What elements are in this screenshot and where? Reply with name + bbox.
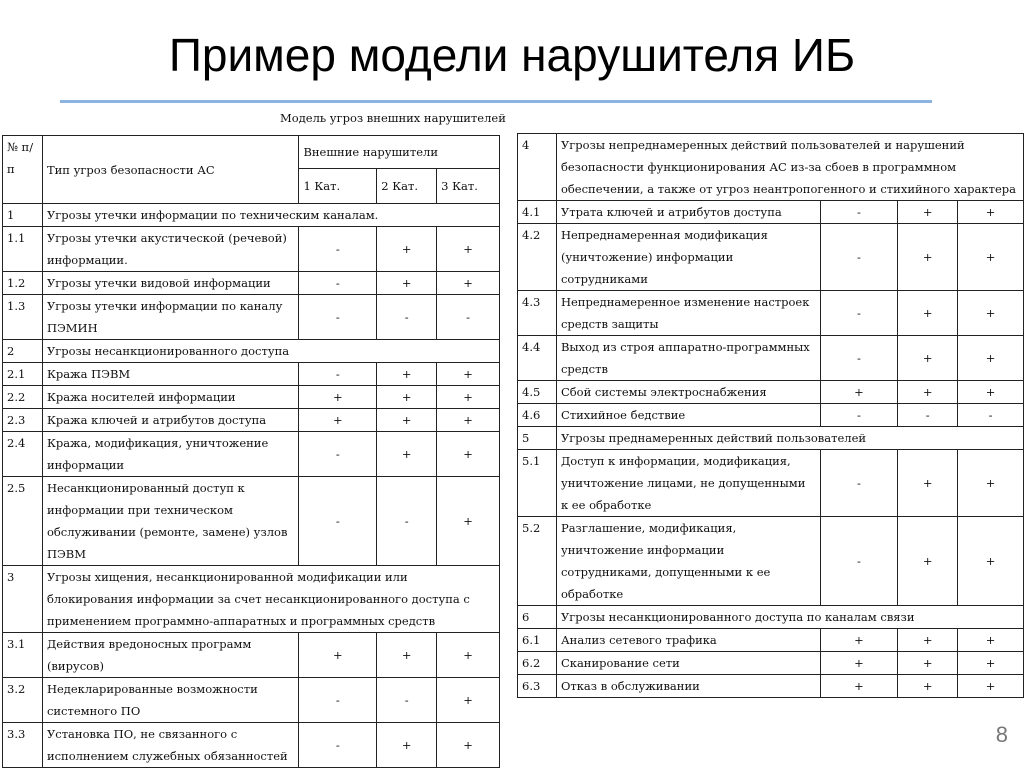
cat-2-mark: +	[377, 227, 437, 272]
cat-2-mark: -	[898, 404, 958, 427]
cat-1-mark: +	[299, 386, 377, 409]
row-number: 2	[3, 340, 43, 363]
table-row	[518, 652, 1024, 675]
cat-3-mark: +	[437, 386, 500, 409]
cat-3-mark: +	[958, 652, 1024, 675]
row-number: 4.4	[518, 336, 557, 381]
cat-1-mark: +	[820, 629, 898, 652]
header-violators: Внешние нарушители	[299, 136, 500, 169]
row-number: 1.1	[3, 227, 43, 272]
cat-1-mark: -	[299, 723, 377, 768]
cat-2-mark: +	[898, 201, 958, 224]
threat-name: Установка ПО, не связанного с исполнением служебных обязанностей	[42, 723, 299, 768]
row-number: 2.5	[3, 477, 43, 566]
threat-name: Стихийное бедствие	[556, 404, 820, 427]
cat-3-mark: +	[437, 633, 500, 678]
table-row	[3, 386, 500, 409]
cat-2-mark: +	[898, 381, 958, 404]
row-number: 2.3	[3, 409, 43, 432]
header-num: № п/п	[3, 136, 43, 204]
table-row	[3, 432, 500, 477]
threat-name: Непреднамеренное изменение настроек средств защиты	[556, 291, 820, 336]
cat-2-mark: +	[898, 517, 958, 606]
cat-2-mark: -	[377, 295, 437, 340]
row-number: 2.1	[3, 363, 43, 386]
group-row	[518, 134, 1024, 201]
cat-1-mark: -	[820, 450, 898, 517]
table-row	[3, 295, 500, 340]
cat-2-mark: +	[377, 633, 437, 678]
row-number: 6.1	[518, 629, 557, 652]
group-title: Угрозы непреднамеренных действий пользователей и нарушений безопасности функционирования АС из-за сбоев в программном обеспечении, а также от угроз неантропогенного и стихийного характера	[556, 134, 1023, 201]
table-row	[518, 201, 1024, 224]
row-number: 2.2	[3, 386, 43, 409]
cat-3-mark: -	[437, 295, 500, 340]
cat-2-mark: +	[898, 450, 958, 517]
cat-1-mark: -	[820, 201, 898, 224]
cat-1-mark: -	[820, 291, 898, 336]
row-number: 3	[3, 566, 43, 633]
row-number: 6	[518, 606, 557, 629]
cat-3-mark: +	[958, 291, 1024, 336]
cat-3-mark: +	[958, 224, 1024, 291]
cat-2-mark: +	[377, 386, 437, 409]
cat-2-mark: +	[898, 291, 958, 336]
row-number: 3.2	[3, 678, 43, 723]
row-number: 1	[3, 204, 43, 227]
threat-name: Угрозы утечки акустической (речевой) информации.	[42, 227, 299, 272]
group-row	[3, 340, 500, 363]
threat-name: Доступ к информации, модификация, уничтожение лицами, не допущенными к ее обработке	[556, 450, 820, 517]
row-number: 5.2	[518, 517, 557, 606]
cat-1-mark: -	[299, 272, 377, 295]
row-number: 4.3	[518, 291, 557, 336]
cat-1-mark: -	[299, 477, 377, 566]
group-title: Угрозы утечки информации по техническим каналам.	[42, 204, 499, 227]
threat-name: Сканирование сети	[556, 652, 820, 675]
cat-2-mark: +	[377, 723, 437, 768]
page-number: 8	[995, 722, 1008, 747]
threat-name: Утрата ключей и атрибутов доступа	[556, 201, 820, 224]
cat-2-mark: +	[898, 629, 958, 652]
cat-3-mark: +	[437, 227, 500, 272]
row-number: 6.3	[518, 675, 557, 698]
cat-1-mark: -	[299, 678, 377, 723]
cat-2-mark: +	[898, 224, 958, 291]
cat-1-mark: -	[820, 224, 898, 291]
cat-3-mark: +	[958, 336, 1024, 381]
table-row	[3, 409, 500, 432]
cat-3-mark: +	[437, 272, 500, 295]
group-row	[3, 566, 500, 633]
cat-1-mark: +	[299, 633, 377, 678]
table-row	[3, 678, 500, 723]
group-title: Угрозы преднамеренных действий пользователей	[556, 427, 1023, 450]
cat-1-mark: -	[299, 432, 377, 477]
cat-1-mark: +	[820, 675, 898, 698]
table-caption: Модель угроз внешних нарушителей	[280, 111, 506, 125]
threat-name: Несанкционированный доступ к информации при техническом обслуживании (ремонте, замене) узлов ПЭВМ	[42, 477, 299, 566]
cat-2-mark: +	[898, 336, 958, 381]
cat-3-mark: +	[958, 201, 1024, 224]
cat-2-mark: +	[898, 675, 958, 698]
table-row	[518, 224, 1024, 291]
row-number: 3.1	[3, 633, 43, 678]
threat-name: Недекларированные возможности системного ПО	[42, 678, 299, 723]
threat-name: Кража носителей информации	[42, 386, 299, 409]
table-row	[518, 291, 1024, 336]
cat-1-mark: -	[299, 227, 377, 272]
cat-1-mark: -	[299, 295, 377, 340]
header-cat-1: 1 Кат.	[299, 169, 377, 204]
threat-name: Угрозы утечки информации по каналу ПЭМИН	[42, 295, 299, 340]
cat-1-mark: -	[299, 363, 377, 386]
cat-2-mark: -	[377, 678, 437, 723]
cat-3-mark: +	[958, 629, 1024, 652]
group-row	[518, 606, 1024, 629]
threat-name: Непреднамеренная модификация (уничтожение) информации сотрудниками	[556, 224, 820, 291]
row-number: 6.2	[518, 652, 557, 675]
table-row	[518, 675, 1024, 698]
row-number: 1.3	[3, 295, 43, 340]
threat-name: Анализ сетевого трафика	[556, 629, 820, 652]
threat-name: Отказ в обслуживании	[556, 675, 820, 698]
cat-2-mark: +	[377, 272, 437, 295]
row-number: 5	[518, 427, 557, 450]
cat-3-mark: -	[958, 404, 1024, 427]
row-number: 4.1	[518, 201, 557, 224]
cat-3-mark: +	[437, 723, 500, 768]
table-row	[3, 363, 500, 386]
cat-1-mark: +	[820, 652, 898, 675]
row-number: 5.1	[518, 450, 557, 517]
table-row	[3, 272, 500, 295]
threat-name: Выход из строя аппаратно-программных средств	[556, 336, 820, 381]
table-row	[518, 404, 1024, 427]
cat-2-mark: +	[377, 363, 437, 386]
title-divider	[60, 100, 932, 103]
cat-3-mark: +	[437, 432, 500, 477]
header-threat-type: Тип угроз безопасности АС	[42, 136, 299, 204]
cat-3-mark: +	[437, 363, 500, 386]
group-row	[518, 427, 1024, 450]
threat-table-right	[517, 133, 1024, 698]
table-row	[518, 381, 1024, 404]
threat-name: Кража ПЭВМ	[42, 363, 299, 386]
threat-table-left	[2, 135, 500, 768]
cat-1-mark: -	[820, 404, 898, 427]
cat-1-mark: -	[820, 517, 898, 606]
row-number: 4.6	[518, 404, 557, 427]
threat-name: Сбой системы электроснабжения	[556, 381, 820, 404]
table-row	[3, 227, 500, 272]
table-header-row	[3, 136, 500, 169]
cat-2-mark: +	[377, 432, 437, 477]
threat-name: Действия вредоносных программ (вирусов)	[42, 633, 299, 678]
cat-1-mark: +	[820, 381, 898, 404]
group-row	[3, 204, 500, 227]
group-title: Угрозы несанкционированного доступа	[42, 340, 499, 363]
table-row	[518, 336, 1024, 381]
group-title: Угрозы несанкционированного доступа по каналам связи	[556, 606, 1023, 629]
cat-3-mark: +	[958, 381, 1024, 404]
cat-3-mark: +	[958, 450, 1024, 517]
cat-2-mark: -	[377, 477, 437, 566]
table-row	[3, 477, 500, 566]
cat-3-mark: +	[437, 409, 500, 432]
group-title: Угрозы хищения, несанкционированной модификации или блокирования информации за счет несанкционированного доступа с применением программно-аппаратных и программных средств	[42, 566, 499, 633]
cat-1-mark: -	[820, 336, 898, 381]
row-number: 4	[518, 134, 557, 201]
threat-name: Кража, модификация, уничтожение информации	[42, 432, 299, 477]
header-cat-2: 2 Кат.	[377, 169, 437, 204]
row-number: 4.2	[518, 224, 557, 291]
cat-3-mark: +	[437, 678, 500, 723]
table-row	[518, 629, 1024, 652]
cat-3-mark: +	[958, 675, 1024, 698]
cat-1-mark: +	[299, 409, 377, 432]
row-number: 2.4	[3, 432, 43, 477]
threat-name: Кража ключей и атрибутов доступа	[42, 409, 299, 432]
threat-name: Разглашение, модификация, уничтожение информации сотрудниками, допущенными к ее обработке	[556, 517, 820, 606]
threat-name: Угрозы утечки видовой информации	[42, 272, 299, 295]
slide-title: Пример модели нарушителя ИБ	[168, 29, 856, 81]
row-number: 1.2	[3, 272, 43, 295]
row-number: 3.3	[3, 723, 43, 768]
table-row	[518, 450, 1024, 517]
table-row	[518, 517, 1024, 606]
table-row	[3, 633, 500, 678]
row-number: 4.5	[518, 381, 557, 404]
cat-3-mark: +	[958, 517, 1024, 606]
cat-3-mark: +	[437, 477, 500, 566]
cat-2-mark: +	[377, 409, 437, 432]
table-row	[3, 723, 500, 768]
header-cat-3: 3 Кат.	[437, 169, 500, 204]
cat-2-mark: +	[898, 652, 958, 675]
